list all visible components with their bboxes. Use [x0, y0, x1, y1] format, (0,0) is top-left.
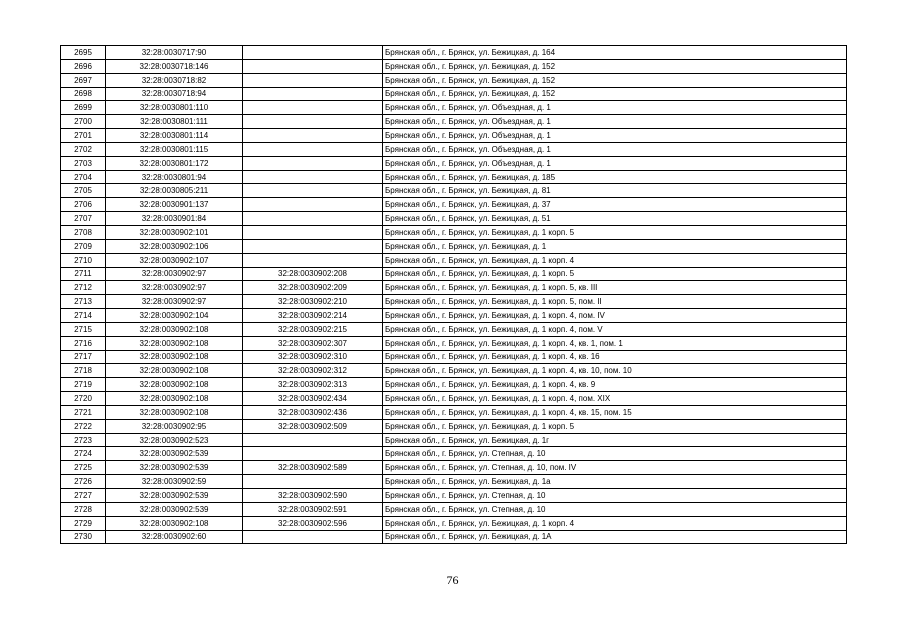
cadastral-number-cell: 32:28:0030805:211 — [106, 184, 243, 198]
cadastral-number-cell: 32:28:0030801:110 — [106, 101, 243, 115]
row-number-cell: 2725 — [61, 461, 106, 475]
cadastral-number-cell: 32:28:0030718:94 — [106, 87, 243, 101]
address-cell: Брянская обл., г. Брянск, ул. Бежицкая, д. 1 корп. 4, кв. 9 — [383, 378, 847, 392]
address-cell: Брянская обл., г. Брянск, ул. Бежицкая, д. 1 корп. 4 — [383, 253, 847, 267]
cadastral-number-cell: 32:28:0030902:108 — [106, 322, 243, 336]
room-cadastral-number-cell — [243, 530, 383, 544]
table-row — [61, 419, 847, 433]
table-row — [61, 184, 847, 198]
room-cadastral-number-cell — [243, 447, 383, 461]
room-cadastral-number-cell: 32:28:0030902:590 — [243, 489, 383, 503]
cadastral-number-cell: 32:28:0030902:539 — [106, 447, 243, 461]
address-cell: Брянская обл., г. Брянск, ул. Степная, д. 10 — [383, 489, 847, 503]
cadastral-number-cell: 32:28:0030902:539 — [106, 489, 243, 503]
address-cell: Брянская обл., г. Брянск, ул. Бежицкая, д. 1 корп. 4, пом. XIX — [383, 392, 847, 406]
table-row — [61, 156, 847, 170]
room-cadastral-number-cell: 32:28:0030902:312 — [243, 364, 383, 378]
row-number-cell: 2698 — [61, 87, 106, 101]
address-cell: Брянская обл., г. Брянск, ул. Бежицкая, д. 51 — [383, 212, 847, 226]
cadastral-number-cell: 32:28:0030801:114 — [106, 129, 243, 143]
table-row — [61, 378, 847, 392]
table-row — [61, 295, 847, 309]
address-cell: Брянская обл., г. Брянск, ул. Степная, д. 10 — [383, 447, 847, 461]
row-number-cell: 2709 — [61, 239, 106, 253]
room-cadastral-number-cell — [243, 73, 383, 87]
table-row — [61, 170, 847, 184]
cadastral-number-cell: 32:28:0030902:107 — [106, 253, 243, 267]
address-cell: Брянская обл., г. Брянск, ул. Бежицкая, д. 37 — [383, 198, 847, 212]
cadastral-number-cell: 32:28:0030902:108 — [106, 392, 243, 406]
address-cell: Брянская обл., г. Брянск, ул. Бежицкая, д. 1 корп. 4, пом. IV — [383, 309, 847, 323]
address-cell: Брянская обл., г. Брянск, ул. Бежицкая, д. 152 — [383, 87, 847, 101]
row-number-cell: 2729 — [61, 516, 106, 530]
row-number-cell: 2715 — [61, 322, 106, 336]
row-number-cell: 2722 — [61, 419, 106, 433]
room-cadastral-number-cell: 32:28:0030902:509 — [243, 419, 383, 433]
address-cell: Брянская обл., г. Брянск, ул. Бежицкая, д. 1 корп. 5 — [383, 419, 847, 433]
cadastral-number-cell: 32:28:0030902:95 — [106, 419, 243, 433]
table-row — [61, 212, 847, 226]
row-number-cell: 2710 — [61, 253, 106, 267]
table-row — [61, 461, 847, 475]
room-cadastral-number-cell: 32:28:0030902:208 — [243, 267, 383, 281]
room-cadastral-number-cell: 32:28:0030902:313 — [243, 378, 383, 392]
row-number-cell: 2705 — [61, 184, 106, 198]
row-number-cell: 2717 — [61, 350, 106, 364]
address-cell: Брянская обл., г. Брянск, ул. Бежицкая, д. 81 — [383, 184, 847, 198]
address-cell: Брянская обл., г. Брянск, ул. Бежицкая, д. 1 корп. 5 — [383, 225, 847, 239]
row-number-cell: 2701 — [61, 129, 106, 143]
row-number-cell: 2724 — [61, 447, 106, 461]
room-cadastral-number-cell: 32:28:0030902:310 — [243, 350, 383, 364]
room-cadastral-number-cell: 32:28:0030902:210 — [243, 295, 383, 309]
room-cadastral-number-cell — [243, 212, 383, 226]
room-cadastral-number-cell — [243, 59, 383, 73]
cadastral-number-cell: 32:28:0030902:539 — [106, 502, 243, 516]
cadastral-number-cell: 32:28:0030902:523 — [106, 433, 243, 447]
row-number-cell: 2714 — [61, 309, 106, 323]
row-number-cell: 2723 — [61, 433, 106, 447]
cadastral-number-cell: 32:28:0030902:60 — [106, 530, 243, 544]
cadastral-number-cell: 32:28:0030801:115 — [106, 142, 243, 156]
cadastral-number-cell: 32:28:0030902:108 — [106, 405, 243, 419]
row-number-cell: 2720 — [61, 392, 106, 406]
row-number-cell: 2716 — [61, 336, 106, 350]
address-cell: Брянская обл., г. Брянск, ул. Бежицкая, д. 1А — [383, 530, 847, 544]
table-row — [61, 225, 847, 239]
room-cadastral-number-cell — [243, 115, 383, 129]
table-row — [61, 267, 847, 281]
cadastral-number-cell: 32:28:0030718:82 — [106, 73, 243, 87]
table-row — [61, 433, 847, 447]
row-number-cell: 2730 — [61, 530, 106, 544]
address-cell: Брянская обл., г. Брянск, ул. Бежицкая, д. 1 корп. 4, кв. 1, пом. 1 — [383, 336, 847, 350]
cadastral-number-cell: 32:28:0030717:90 — [106, 46, 243, 60]
room-cadastral-number-cell: 32:28:0030902:307 — [243, 336, 383, 350]
row-number-cell: 2702 — [61, 142, 106, 156]
address-cell: Брянская обл., г. Брянск, ул. Степная, д. 10, пом. IV — [383, 461, 847, 475]
room-cadastral-number-cell — [243, 142, 383, 156]
cadastral-number-cell: 32:28:0030801:111 — [106, 115, 243, 129]
room-cadastral-number-cell — [243, 475, 383, 489]
row-number-cell: 2713 — [61, 295, 106, 309]
room-cadastral-number-cell: 32:28:0030902:434 — [243, 392, 383, 406]
address-cell: Брянская обл., г. Брянск, ул. Объездная, д. 1 — [383, 142, 847, 156]
table-row — [61, 129, 847, 143]
cadastral-number-cell: 32:28:0030902:108 — [106, 516, 243, 530]
room-cadastral-number-cell — [243, 253, 383, 267]
table-row — [61, 87, 847, 101]
table-row — [61, 405, 847, 419]
cadastral-number-cell: 32:28:0030901:137 — [106, 198, 243, 212]
cadastral-number-cell: 32:28:0030902:108 — [106, 378, 243, 392]
table-row — [61, 59, 847, 73]
cadastral-number-cell: 32:28:0030718:146 — [106, 59, 243, 73]
address-cell: Брянская обл., г. Брянск, ул. Бежицкая, д. 164 — [383, 46, 847, 60]
table-row — [61, 336, 847, 350]
address-cell: Брянская обл., г. Брянск, ул. Бежицкая, д. 1 корп. 5, пом. II — [383, 295, 847, 309]
room-cadastral-number-cell: 32:28:0030902:214 — [243, 309, 383, 323]
row-number-cell: 2700 — [61, 115, 106, 129]
address-cell: Брянская обл., г. Брянск, ул. Бежицкая, д. 152 — [383, 73, 847, 87]
address-cell: Брянская обл., г. Брянск, ул. Бежицкая, д. 1 корп. 5, кв. III — [383, 281, 847, 295]
table-row — [61, 516, 847, 530]
table-row — [61, 350, 847, 364]
row-number-cell: 2708 — [61, 225, 106, 239]
address-cell: Брянская обл., г. Брянск, ул. Бежицкая, д. 1 корп. 4, кв. 16 — [383, 350, 847, 364]
room-cadastral-number-cell: 32:28:0030902:215 — [243, 322, 383, 336]
table-row — [61, 392, 847, 406]
table-row — [61, 253, 847, 267]
address-cell: Брянская обл., г. Брянск, ул. Бежицкая, д. 152 — [383, 59, 847, 73]
address-cell: Брянская обл., г. Брянск, ул. Бежицкая, д. 1 корп. 5 — [383, 267, 847, 281]
address-cell: Брянская обл., г. Брянск, ул. Объездная, д. 1 — [383, 129, 847, 143]
address-cell: Брянская обл., г. Брянск, ул. Степная, д. 10 — [383, 502, 847, 516]
room-cadastral-number-cell — [243, 198, 383, 212]
registry-body — [61, 46, 847, 544]
room-cadastral-number-cell — [243, 184, 383, 198]
address-cell: Брянская обл., г. Брянск, ул. Объездная, д. 1 — [383, 101, 847, 115]
row-number-cell: 2707 — [61, 212, 106, 226]
room-cadastral-number-cell: 32:28:0030902:591 — [243, 502, 383, 516]
room-cadastral-number-cell — [243, 101, 383, 115]
table-row — [61, 489, 847, 503]
cadastral-number-cell: 32:28:0030901:84 — [106, 212, 243, 226]
row-number-cell: 2721 — [61, 405, 106, 419]
table-row — [61, 322, 847, 336]
property-registry-table — [60, 45, 847, 544]
table-row — [61, 239, 847, 253]
table-row — [61, 364, 847, 378]
cadastral-number-cell: 32:28:0030902:108 — [106, 364, 243, 378]
row-number-cell: 2712 — [61, 281, 106, 295]
cadastral-number-cell: 32:28:0030902:59 — [106, 475, 243, 489]
address-cell: Брянская обл., г. Брянск, ул. Объездная, д. 1 — [383, 115, 847, 129]
row-number-cell: 2719 — [61, 378, 106, 392]
room-cadastral-number-cell — [243, 129, 383, 143]
room-cadastral-number-cell: 32:28:0030902:596 — [243, 516, 383, 530]
row-number-cell: 2695 — [61, 46, 106, 60]
room-cadastral-number-cell — [243, 87, 383, 101]
row-number-cell: 2697 — [61, 73, 106, 87]
room-cadastral-number-cell — [243, 225, 383, 239]
row-number-cell: 2703 — [61, 156, 106, 170]
table-row — [61, 475, 847, 489]
table-row — [61, 101, 847, 115]
address-cell: Брянская обл., г. Брянск, ул. Бежицкая, д. 1 — [383, 239, 847, 253]
address-cell: Брянская обл., г. Брянск, ул. Бежицкая, д. 1г — [383, 433, 847, 447]
address-cell: Брянская обл., г. Брянск, ул. Бежицкая, д. 185 — [383, 170, 847, 184]
row-number-cell: 2699 — [61, 101, 106, 115]
room-cadastral-number-cell: 32:28:0030902:589 — [243, 461, 383, 475]
table-row — [61, 115, 847, 129]
address-cell: Брянская обл., г. Брянск, ул. Бежицкая, д. 1 корп. 4, кв. 15, пом. 15 — [383, 405, 847, 419]
table-row — [61, 502, 847, 516]
address-cell: Брянская обл., г. Брянск, ул. Бежицкая, д. 1 корп. 4, пом. V — [383, 322, 847, 336]
address-cell: Брянская обл., г. Брянск, ул. Бежицкая, д. 1 корп. 4 — [383, 516, 847, 530]
row-number-cell: 2696 — [61, 59, 106, 73]
cadastral-number-cell: 32:28:0030902:108 — [106, 336, 243, 350]
address-cell: Брянская обл., г. Брянск, ул. Объездная, д. 1 — [383, 156, 847, 170]
room-cadastral-number-cell — [243, 433, 383, 447]
room-cadastral-number-cell — [243, 170, 383, 184]
cadastral-number-cell: 32:28:0030902:104 — [106, 309, 243, 323]
row-number-cell: 2727 — [61, 489, 106, 503]
cadastral-number-cell: 32:28:0030902:108 — [106, 350, 243, 364]
cadastral-number-cell: 32:28:0030902:97 — [106, 281, 243, 295]
row-number-cell: 2706 — [61, 198, 106, 212]
table-row — [61, 447, 847, 461]
row-number-cell: 2718 — [61, 364, 106, 378]
address-cell: Брянская обл., г. Брянск, ул. Бежицкая, д. 1а — [383, 475, 847, 489]
cadastral-number-cell: 32:28:0030902:106 — [106, 239, 243, 253]
cadastral-number-cell: 32:28:0030801:172 — [106, 156, 243, 170]
cadastral-number-cell: 32:28:0030902:97 — [106, 267, 243, 281]
table-row — [61, 73, 847, 87]
room-cadastral-number-cell: 32:28:0030902:436 — [243, 405, 383, 419]
row-number-cell: 2726 — [61, 475, 106, 489]
row-number-cell: 2728 — [61, 502, 106, 516]
room-cadastral-number-cell: 32:28:0030902:209 — [243, 281, 383, 295]
table-row — [61, 46, 847, 60]
room-cadastral-number-cell — [243, 46, 383, 60]
row-number-cell: 2704 — [61, 170, 106, 184]
room-cadastral-number-cell — [243, 156, 383, 170]
table-row — [61, 198, 847, 212]
cadastral-number-cell: 32:28:0030902:101 — [106, 225, 243, 239]
room-cadastral-number-cell — [243, 239, 383, 253]
table-row — [61, 530, 847, 544]
table-row — [61, 309, 847, 323]
page-number: 76 — [446, 573, 459, 587]
cadastral-number-cell: 32:28:0030902:539 — [106, 461, 243, 475]
row-number-cell: 2711 — [61, 267, 106, 281]
cadastral-number-cell: 32:28:0030801:94 — [106, 170, 243, 184]
address-cell: Брянская обл., г. Брянск, ул. Бежицкая, д. 1 корп. 4, кв. 10, пом. 10 — [383, 364, 847, 378]
table-row — [61, 142, 847, 156]
cadastral-number-cell: 32:28:0030902:97 — [106, 295, 243, 309]
table-row — [61, 281, 847, 295]
